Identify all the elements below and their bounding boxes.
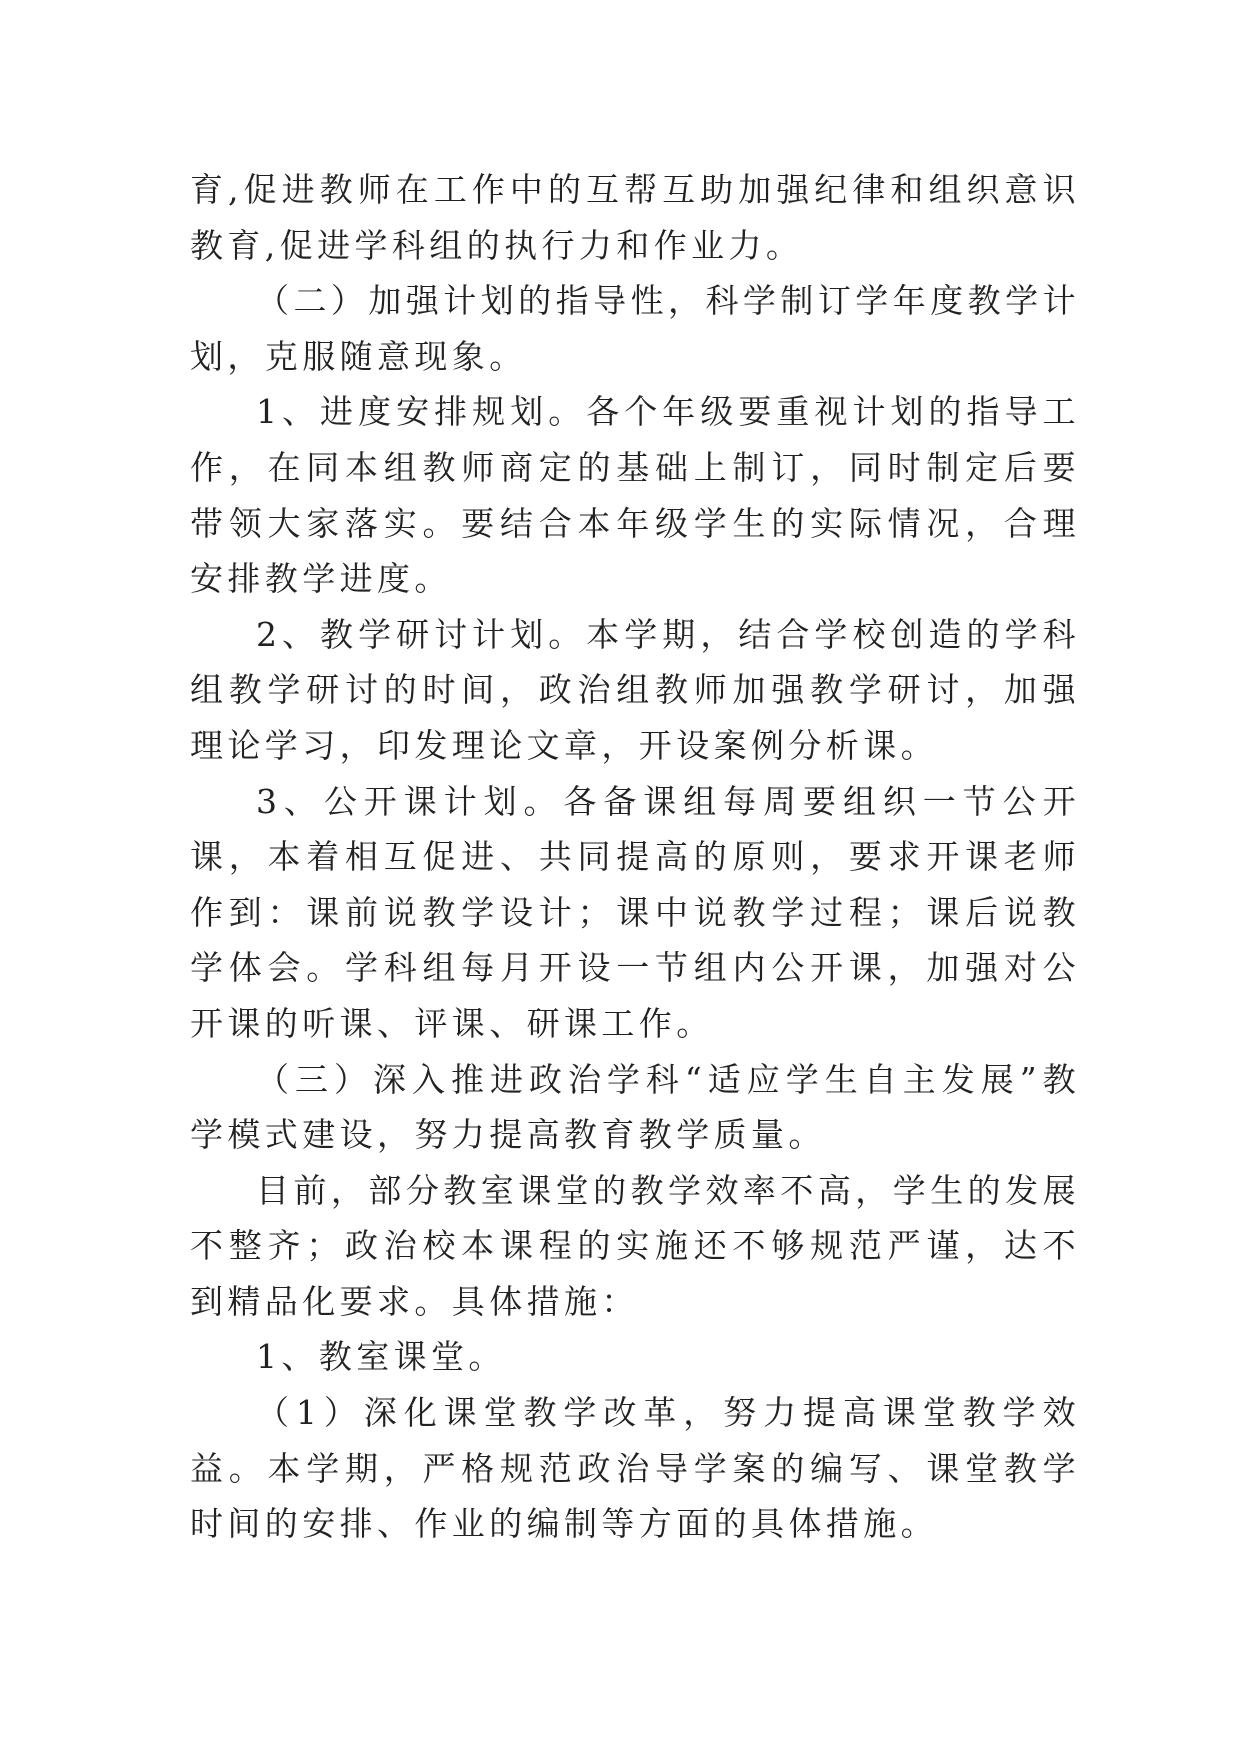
paragraph-progress-plan: 1、进度安排规划。各个年级要重视计划的指导工作，在同本组教师商定的基础上制订，同时制定后要带领大家落实。要结合本年级学生的实际情况，合理安排教学进度。 — [190, 392, 1080, 599]
paragraph-section-two-heading: （二）加强计划的指导性，科学制订学年度教学计划，克服随意现象。 — [190, 281, 1080, 376]
paragraph-section-three-heading: （三）深入推进政治学科“适应学生自主发展”教学模式建设，努力提高教育教学质量。 — [190, 1059, 1080, 1155]
paragraph-classroom-reform: （1）深化课堂教学改革，努力提高课堂教学效益。本学期，严格规范政治导学案的编写、课堂教学时间的安排、作业的编制等方面的具体措施。 — [190, 1393, 1080, 1544]
document-body — [190, 162, 1080, 1552]
paragraph-teaching-research-plan: 2、教学研讨计划。本学期，结合学校创造的学科组教学研讨的时间，政治组教师加强教学研讨，加强理论学习，印发理论文章，开设案例分析课。 — [190, 614, 1080, 765]
paragraph-continued: 育,促进教师在工作中的互帮互助加强纪律和组织意识教育,促进学科组的执行力和作业力。 — [190, 170, 1080, 265]
paragraph-open-class-plan: 3、公开课计划。各备课组每周要组织一节公开课，本着相互促进、共同提高的原则，要求开课老师作到：课前说教学设计；课中说教学过程；课后说教学体会。学科组每月开设一节组内公开课，加强对公开课的听课、评课、研课工作。 — [190, 781, 1080, 1043]
paragraph-current-situation: 目前，部分教室课堂的教学效率不高，学生的发展不整齐；政治校本课程的实施还不够规范严谨，达不到精品化要求。具体措施： — [190, 1170, 1080, 1321]
paragraph-classroom-heading: 1、教室课堂。 — [256, 1337, 506, 1377]
